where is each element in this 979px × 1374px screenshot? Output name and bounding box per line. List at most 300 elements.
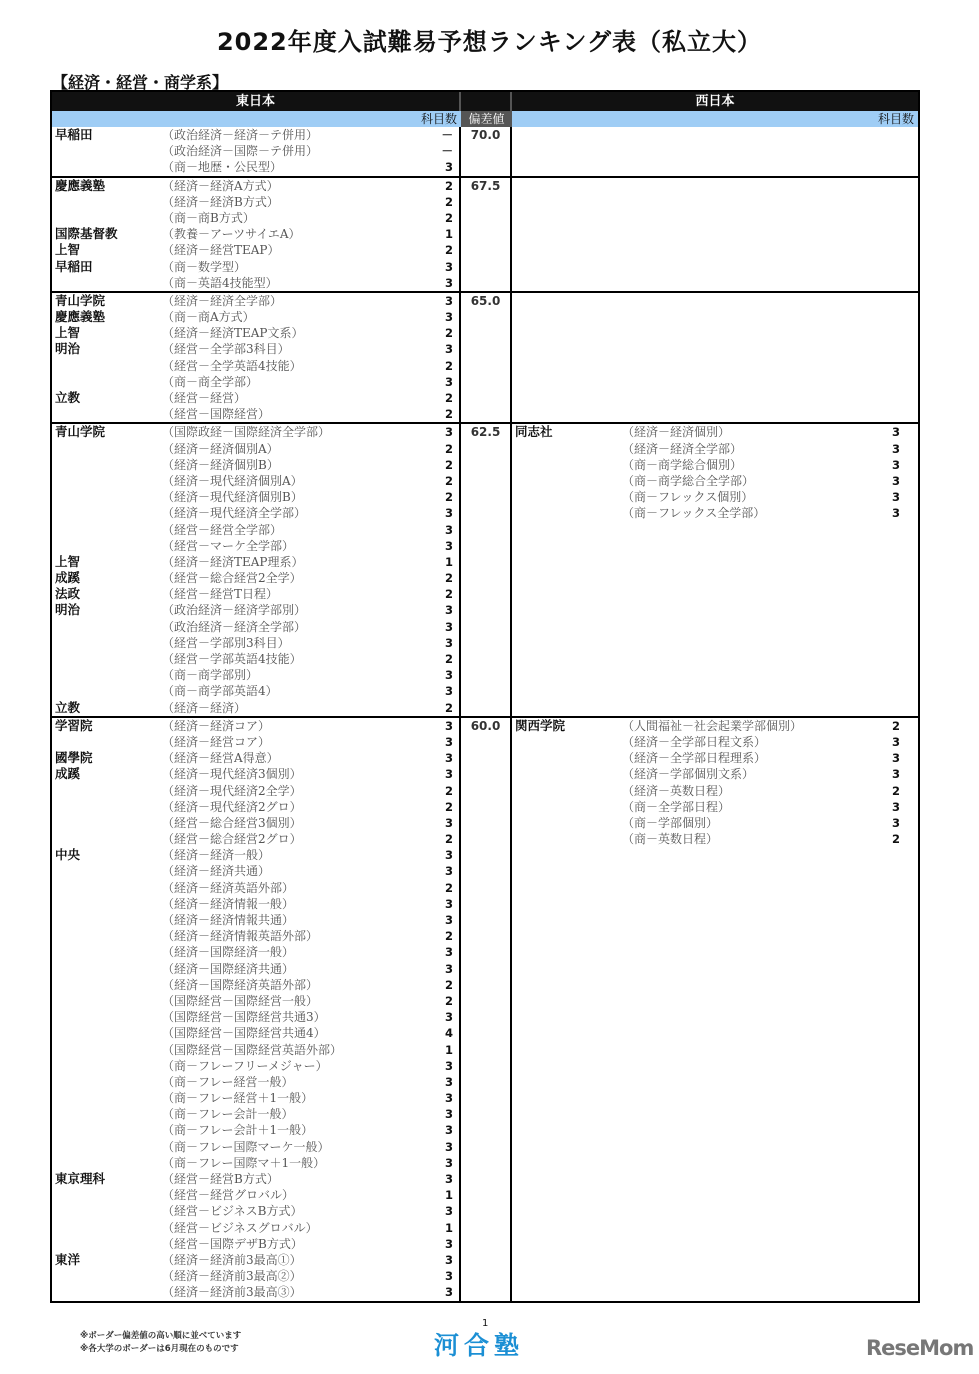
program-name: （商－商B方式）	[162, 210, 255, 225]
program-name: （経済－国際経済共通）	[162, 961, 295, 976]
program-name: （経営－国際デザB方式）	[162, 1236, 303, 1251]
program-name: （経営－全学英語4技能）	[162, 358, 302, 373]
university-name	[52, 783, 162, 799]
table-row	[52, 522, 459, 538]
table-row	[52, 1203, 459, 1219]
program-name: （経済－現代経済2全学）	[162, 783, 302, 798]
subject-count: 2	[444, 832, 453, 847]
university-name	[512, 815, 622, 831]
hensachi-group	[52, 127, 918, 176]
table-row	[52, 1122, 459, 1138]
subject-count: 3	[444, 684, 453, 699]
hensachi-value: 62.5	[461, 424, 512, 715]
subject-count: 3	[444, 374, 453, 389]
table-row	[52, 143, 459, 159]
university-name	[52, 1220, 162, 1236]
table-header	[52, 92, 918, 111]
university-name: 東京理科	[55, 1171, 106, 1186]
footnote: ※各大学のボーダーは6月現在のものです	[80, 1344, 239, 1354]
east-column	[52, 293, 461, 423]
table-row	[52, 750, 459, 766]
subject-count: 3	[444, 522, 453, 537]
footnotes	[80, 1330, 241, 1356]
table-row	[52, 1187, 459, 1203]
university-name: 関西学院	[515, 717, 566, 733]
program-name: （政治経済－国際－テ併用）	[162, 144, 319, 159]
table-row	[52, 667, 459, 683]
west-column	[512, 293, 918, 423]
table-row	[52, 683, 459, 699]
subject-count: 1	[444, 1220, 453, 1235]
hensachi-header-blank	[461, 92, 512, 111]
subject-count: 3	[444, 1010, 453, 1025]
table-row	[512, 505, 918, 521]
university-name	[52, 505, 162, 521]
program-name: （国際経営－国際経営共通3）	[162, 1010, 326, 1025]
program-name: （経済－経済情報一般）	[162, 896, 295, 911]
table-row	[512, 457, 918, 473]
hensachi-value: 67.5	[461, 178, 512, 291]
university-name	[52, 406, 162, 422]
university-name: 早稲田	[55, 258, 93, 274]
subject-count: 3	[891, 751, 900, 766]
table-row	[52, 178, 459, 194]
table-row	[52, 993, 459, 1009]
program-name: （経済－経済前3最高③）	[162, 1285, 302, 1300]
subject-count: 2	[444, 977, 453, 992]
table-row	[52, 847, 459, 863]
university-name: 青山学院	[55, 292, 106, 308]
program-name: （経済－経営A得意）	[162, 751, 279, 766]
subject-count: 2	[891, 718, 900, 733]
program-name: （経営－ビジネスグロバル）	[162, 1220, 318, 1235]
university-name	[52, 1187, 162, 1203]
university-name	[52, 1025, 162, 1041]
program-name: （経済－経済共通）	[162, 864, 271, 879]
university-name	[52, 159, 162, 175]
university-name	[52, 457, 162, 473]
east-column	[52, 424, 461, 715]
university-name: 明治	[55, 602, 81, 618]
program-name: （商－商学部別）	[162, 668, 259, 683]
subject-count: 3	[444, 913, 453, 927]
subject-count: 3	[444, 275, 453, 290]
university-name	[512, 505, 622, 521]
table-row	[52, 210, 459, 226]
table-row	[52, 341, 459, 357]
subject-count: 3	[444, 767, 453, 782]
program-name: （経済－経済TEAP理系）	[162, 554, 304, 569]
program-name: （経済－経済情報共通）	[162, 913, 295, 927]
table-row	[52, 619, 459, 635]
university-name	[52, 831, 162, 847]
university-name	[52, 651, 162, 667]
program-name: （国際経営－国際経営一般）	[162, 993, 319, 1008]
program-name: （商－フレー会計一般）	[162, 1107, 294, 1122]
subject-count: 2	[444, 587, 453, 602]
university-name	[52, 977, 162, 993]
table-row	[512, 783, 918, 799]
university-name	[52, 374, 162, 390]
subject-count: 3	[444, 1107, 453, 1122]
table-row	[52, 390, 459, 406]
table-row	[52, 1171, 459, 1187]
program-name: （商－フレー国際マ＋1一般）	[162, 1155, 326, 1170]
university-name: 明治	[55, 341, 81, 357]
table-row	[52, 309, 459, 325]
subject-count: 2	[444, 194, 453, 209]
table-row	[52, 1139, 459, 1155]
university-name	[512, 799, 622, 815]
table-row	[52, 799, 459, 815]
program-name: （経営－経営全学部）	[162, 522, 283, 537]
east-column	[52, 178, 461, 291]
program-name: （経営－学部英語4技能）	[162, 652, 302, 666]
program-name: （経済－経済全学部）	[162, 293, 283, 308]
table-row	[52, 896, 459, 912]
university-name	[512, 766, 622, 782]
university-name: 成蹊	[55, 766, 81, 782]
subject-count: 3	[444, 961, 453, 976]
west-column	[512, 424, 918, 715]
university-name	[52, 1203, 162, 1219]
program-name: （経済－経済個別A）	[162, 441, 279, 456]
table-row	[52, 1236, 459, 1252]
table-row	[52, 424, 459, 440]
university-name	[52, 275, 162, 291]
table-row	[52, 242, 459, 258]
program-name: （商－学部個別）	[622, 815, 719, 830]
subject-count: 3	[444, 635, 453, 650]
table-row	[52, 1025, 459, 1041]
university-name	[52, 961, 162, 977]
subject-count: 1	[444, 227, 453, 242]
program-name: （経営－全学部3科目）	[162, 342, 290, 357]
program-name: （経済－現代経済2グロ）	[162, 799, 302, 814]
university-name: 学習院	[55, 717, 93, 733]
subject-count: 3	[444, 1074, 453, 1089]
university-name: 国際基督教	[55, 226, 118, 242]
table-row	[52, 554, 459, 570]
university-name: 青山学院	[55, 424, 106, 440]
hensachi-value: 60.0	[461, 718, 512, 1301]
university-name	[52, 1268, 162, 1284]
program-name: （商－商学総合全学部）	[622, 473, 755, 488]
subject-count: 3	[444, 538, 453, 553]
subject-count: 3	[444, 342, 453, 357]
subject-count: 3	[444, 1204, 453, 1219]
page-title: 2022年度入試難易予想ランキング表（私立大）	[216, 28, 763, 56]
university-name: 同志社	[515, 424, 553, 440]
program-name: （経済－経済A方式）	[162, 178, 279, 193]
subject-count: －	[441, 144, 453, 159]
table-row	[512, 424, 918, 440]
table-row	[52, 570, 459, 586]
table-row	[52, 1155, 459, 1171]
table-row	[512, 815, 918, 831]
university-name	[52, 993, 162, 1009]
program-name: （商－フレックス全学部）	[622, 506, 766, 521]
program-name: （経済－経済情報英語外部）	[162, 929, 319, 944]
university-name: 立教	[55, 699, 81, 715]
table-row	[52, 457, 459, 473]
university-name	[52, 912, 162, 928]
university-name	[52, 210, 162, 226]
subject-count: 3	[444, 293, 453, 308]
university-name	[52, 863, 162, 879]
university-name	[52, 1122, 162, 1138]
table-row	[512, 831, 918, 847]
subject-count: 2	[444, 210, 453, 225]
university-name	[52, 799, 162, 815]
program-name: （経済－経済全学部）	[622, 441, 743, 456]
subject-count: 3	[444, 734, 453, 749]
subject-count: 2	[444, 880, 453, 895]
program-name: （経済－経済B方式）	[162, 194, 279, 209]
table-row	[52, 718, 459, 734]
university-name: 中央	[55, 847, 81, 863]
subject-count: 1	[444, 554, 453, 569]
subject-count: 2	[444, 441, 453, 456]
table-row	[52, 651, 459, 667]
table-row	[512, 766, 918, 782]
program-name: （経営－ビジネスB方式）	[162, 1204, 303, 1219]
university-name	[52, 1284, 162, 1300]
university-name: 上智	[55, 325, 81, 341]
subject-count: 3	[444, 1091, 453, 1106]
subject-count: 2	[444, 243, 453, 258]
subject-count: 3	[444, 668, 453, 683]
table-row	[52, 489, 459, 505]
table-row	[52, 1009, 459, 1025]
program-name: （経営－経営グロバル）	[162, 1188, 295, 1203]
subject-count: 2	[444, 490, 453, 505]
subject-count: 3	[891, 506, 900, 521]
subject-count: 3	[444, 603, 453, 618]
table-row	[52, 635, 459, 651]
subject-count: 2	[444, 457, 453, 472]
subject-count: 3	[891, 767, 900, 782]
kawaijuku-logo: 河合塾	[434, 1331, 525, 1360]
program-name: （経営－経営B方式）	[162, 1172, 279, 1186]
program-name: （商－商全学部）	[162, 374, 259, 389]
program-name: （経営－経営）	[162, 391, 247, 405]
program-name: （経済－経済TEAP文系）	[162, 326, 304, 341]
table-row	[512, 441, 918, 457]
university-name	[52, 1058, 162, 1074]
hensachi-value: 70.0	[461, 127, 512, 176]
subject-count: －	[441, 128, 453, 142]
program-name: （商－フレー国際マーケ一般）	[162, 1139, 330, 1154]
table-row	[52, 1252, 459, 1268]
table-row	[52, 1284, 459, 1300]
table-row	[52, 259, 459, 275]
subject-count: 3	[891, 457, 900, 472]
table-row	[52, 977, 459, 993]
university-name	[52, 1155, 162, 1171]
table-row	[512, 718, 918, 734]
program-name: （商－英語4技能型）	[162, 275, 278, 290]
table-row	[512, 750, 918, 766]
hensachi-label: 偏差値	[461, 111, 512, 127]
subject-count: 2	[891, 783, 900, 798]
table-row	[52, 766, 459, 782]
ranking-table	[50, 90, 920, 1303]
subject-count: 2	[444, 783, 453, 798]
subject-count: 3	[444, 896, 453, 911]
program-name: （経済－経済前3最高②）	[162, 1269, 302, 1284]
subject-count: 3	[444, 848, 453, 863]
university-name: 國學院	[55, 750, 93, 766]
table-row	[52, 293, 459, 309]
table-row	[52, 880, 459, 896]
program-name: （商－フレー経営一般）	[162, 1074, 294, 1089]
university-name	[52, 358, 162, 374]
table-row	[52, 734, 459, 750]
program-name: （商－英数日程）	[622, 832, 719, 847]
subject-count: 3	[444, 1236, 453, 1251]
subject-count: 3	[444, 718, 453, 733]
program-name: （経済－現代経済個別A）	[162, 473, 303, 488]
university-name	[52, 1090, 162, 1106]
subject-count: 3	[444, 1172, 453, 1186]
subject-count: 2	[444, 391, 453, 405]
subject-count: 2	[444, 326, 453, 341]
table-row	[52, 863, 459, 879]
program-name: （経済－経済一般）	[162, 848, 271, 863]
table-row	[52, 406, 459, 422]
table-subheader	[52, 111, 918, 127]
program-name: （人間福祉－社会起業学部個別）	[622, 718, 803, 733]
west-count-label: 科目数	[877, 112, 914, 126]
table-row	[512, 489, 918, 505]
program-name: （政治経済－経済学部別）	[162, 603, 307, 618]
subject-count: 3	[444, 160, 453, 175]
university-name: 慶應義塾	[55, 177, 106, 193]
university-name	[512, 750, 622, 766]
subject-count: 3	[891, 425, 900, 440]
university-name	[52, 194, 162, 210]
table-row	[52, 441, 459, 457]
subject-count: 2	[444, 929, 453, 944]
university-name	[512, 457, 622, 473]
subject-count: 2	[444, 700, 453, 715]
hensachi-group	[52, 291, 918, 423]
university-name	[52, 441, 162, 457]
program-name: （教養－アーツサイエA）	[162, 227, 301, 242]
subject-count: 3	[444, 751, 453, 766]
subject-count: 1	[444, 1188, 453, 1203]
program-name: （商－商A方式）	[162, 310, 255, 325]
east-column	[52, 127, 461, 176]
university-name	[52, 1139, 162, 1155]
table-row	[52, 831, 459, 847]
table-row	[52, 783, 459, 799]
university-name	[52, 928, 162, 944]
subject-count: 2	[444, 652, 453, 666]
program-name: （商－フレーフリーメジャー）	[162, 1058, 328, 1073]
table-row	[52, 374, 459, 390]
university-name	[512, 441, 622, 457]
program-name: （経済－経営TEAP）	[162, 243, 280, 258]
program-name: （政治経済－経済－テ併用）	[162, 128, 319, 142]
program-name: （経済－全学部日程文系）	[622, 734, 767, 749]
table-row	[52, 275, 459, 291]
table-row	[52, 505, 459, 521]
university-name	[52, 944, 162, 960]
university-name	[512, 831, 622, 847]
subject-count: 1	[444, 1042, 453, 1057]
table-row	[52, 1090, 459, 1106]
table-row	[52, 127, 459, 143]
subject-count: 3	[891, 441, 900, 456]
table-body	[52, 127, 918, 1301]
table-row	[52, 226, 459, 242]
subject-count: 3	[891, 734, 900, 749]
west-header: 西日本	[695, 94, 735, 109]
program-name: （経済－全学部日程理系）	[622, 751, 767, 766]
east-header: 東日本	[52, 92, 461, 111]
program-name: （経済－経済個別B）	[162, 457, 279, 472]
table-row	[52, 944, 459, 960]
subject-count: 3	[891, 799, 900, 814]
university-name	[52, 667, 162, 683]
university-name	[52, 880, 162, 896]
university-name: 早稲田	[55, 127, 93, 142]
subject-count: 3	[444, 1252, 453, 1267]
table-row	[52, 538, 459, 554]
university-name: 東洋	[55, 1251, 81, 1267]
subject-count: 3	[891, 473, 900, 488]
program-name: （商－数学型）	[162, 259, 247, 274]
university-name	[52, 1236, 162, 1252]
program-name: （商－フレックス個別）	[622, 490, 754, 505]
university-name	[52, 815, 162, 831]
program-name: （経済－経済個別）	[622, 425, 731, 440]
program-name: （経済－経営コア）	[162, 734, 271, 749]
program-name: （経済－現代経済3個別）	[162, 767, 302, 782]
program-name: （国際政経－国際経済全学部）	[162, 425, 331, 440]
page-number: 1	[482, 1318, 489, 1329]
subject-count: 4	[444, 1026, 453, 1041]
university-name	[52, 1009, 162, 1025]
west-column	[512, 178, 918, 291]
university-name	[52, 522, 162, 538]
table-row	[52, 1220, 459, 1236]
table-row	[52, 1042, 459, 1058]
table-row	[52, 700, 459, 716]
university-name	[512, 734, 622, 750]
university-name: 上智	[55, 242, 81, 258]
program-name: （経営－国際経営）	[162, 407, 271, 422]
program-name: （経済－経済英語外部）	[162, 880, 295, 895]
hensachi-value: 65.0	[461, 293, 512, 423]
subject-count: 2	[444, 571, 453, 586]
university-name	[52, 734, 162, 750]
subject-count: 3	[891, 490, 900, 505]
program-name: （経済－英数日程）	[622, 783, 731, 798]
hensachi-group	[52, 716, 918, 1301]
university-name: 上智	[55, 553, 81, 569]
university-name	[52, 538, 162, 554]
program-name: （商－地歴・公民型）	[162, 160, 283, 175]
subject-count: 3	[444, 1155, 453, 1170]
table-row	[52, 159, 459, 175]
program-name: （経営－総合経営3個別）	[162, 815, 302, 830]
program-name: （商－商学総合個別）	[622, 457, 743, 472]
subject-count: 3	[444, 864, 453, 879]
university-name	[52, 896, 162, 912]
